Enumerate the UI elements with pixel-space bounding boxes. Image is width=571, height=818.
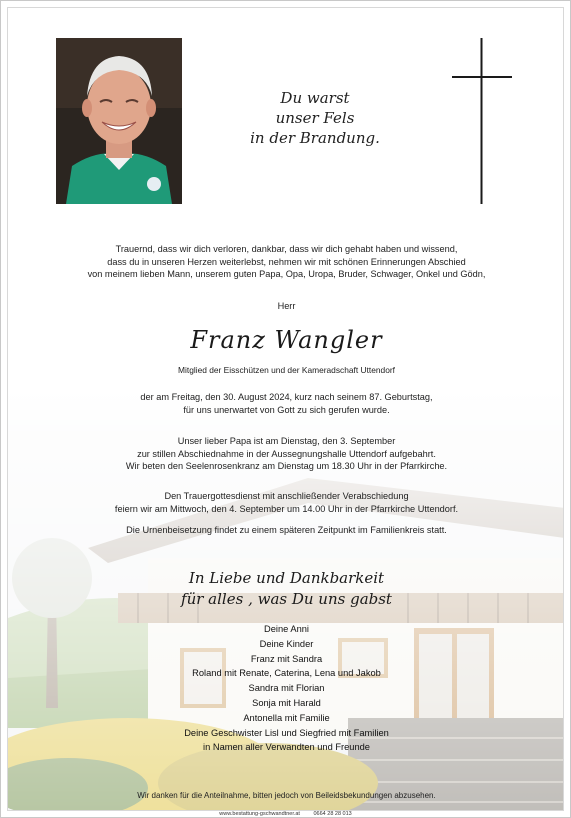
urn-notice: Die Urnenbeisetzung findet zu einem späteren Zeitpunkt im Familienkreis statt. xyxy=(126,525,447,535)
funeral-line: feiern wir am Mittwoch, den 4. September um 14.00 Uhr in der Pfarrkirche Uttendorf. xyxy=(114,503,459,514)
mourners-list xyxy=(8,622,564,755)
list-item: Deine Anni xyxy=(264,624,309,634)
motto-line: unser Fels xyxy=(275,109,355,127)
deceased-portrait-photo xyxy=(56,38,182,204)
parte-sheet xyxy=(7,7,564,811)
death-line: für uns unerwartet von Gott zu sich gerufen wurde. xyxy=(183,404,390,415)
list-item: Sonja mit Harald xyxy=(252,697,321,708)
motto-verse xyxy=(204,88,426,148)
list-item: Roland mit Renate, Caterina, Lena und Jakob xyxy=(192,668,381,679)
deceased-name: Franz Wangler xyxy=(190,326,383,354)
death-notice xyxy=(8,391,564,416)
motto-line: in der Brandung. xyxy=(250,129,380,147)
viewing-line: Unser lieber Papa ist am Dienstag, den 3. September xyxy=(177,436,396,446)
list-item: Franz mit Sandra xyxy=(250,653,323,664)
motto-line: Du warst xyxy=(280,89,350,107)
footer xyxy=(0,811,571,817)
funeral-line: Den Trauergottesdienst mit anschließender Verabschiedung xyxy=(164,491,409,501)
list-item: in Namen aller Verwandten und Freunde xyxy=(203,742,370,753)
salutation: Herr xyxy=(277,301,296,311)
viewing-line: Wir beten den Seelenrosenkranz am Dienstag um 18.30 Uhr in der Pfarrkirche. xyxy=(125,461,448,472)
funeral-notice xyxy=(8,490,564,515)
footer-website[interactable]: www.bestattung-gschwandtner.at xyxy=(219,811,300,817)
viewing-notice xyxy=(8,435,564,473)
intro-text xyxy=(8,243,564,281)
membership: Mitglied der Eisschützen und der Kameradschaft Uttendorf xyxy=(178,365,395,375)
closing-verse xyxy=(8,568,564,610)
intro-line: von meinem lieben Mann, unserem guten Papa, Opa, Uropa, Bruder, Schwager, Onkel und Gödn, xyxy=(87,269,486,280)
list-item: Sandra mit Florian xyxy=(248,683,325,694)
viewing-line: zur stillen Abschiednahme in der Aussegnungshalle Uttendorf aufgebahrt. xyxy=(137,448,436,459)
footer-phone: 0664 28 28 013 xyxy=(313,811,352,817)
list-item: Deine Kinder xyxy=(259,638,314,649)
death-line: der am Freitag, den 30. August 2024, kurz nach seinem 87. Geburtstag, xyxy=(140,392,433,402)
intro-line: dass du in unseren Herzen weiterlebst, nehmen wir mit schönen Erinnerungen Abschied xyxy=(107,256,466,267)
intro-line: Trauernd, dass wir dich verloren, dankbar, dass wir dich gehabt haben und wissend, xyxy=(115,244,458,254)
closing-line: für alles , was Du uns gabst xyxy=(181,590,392,608)
list-item: Deine Geschwister Lisl und Siegfried mit Familien xyxy=(184,727,389,738)
list-item: Antonella mit Familie xyxy=(243,712,330,723)
closing-line: In Liebe und Dankbarkeit xyxy=(188,569,385,587)
thanks-note: Wir danken für die Anteilnahme, bitten jedoch von Beileidsbekundungen abzusehen. xyxy=(137,791,436,800)
latin-cross-icon xyxy=(452,38,512,204)
